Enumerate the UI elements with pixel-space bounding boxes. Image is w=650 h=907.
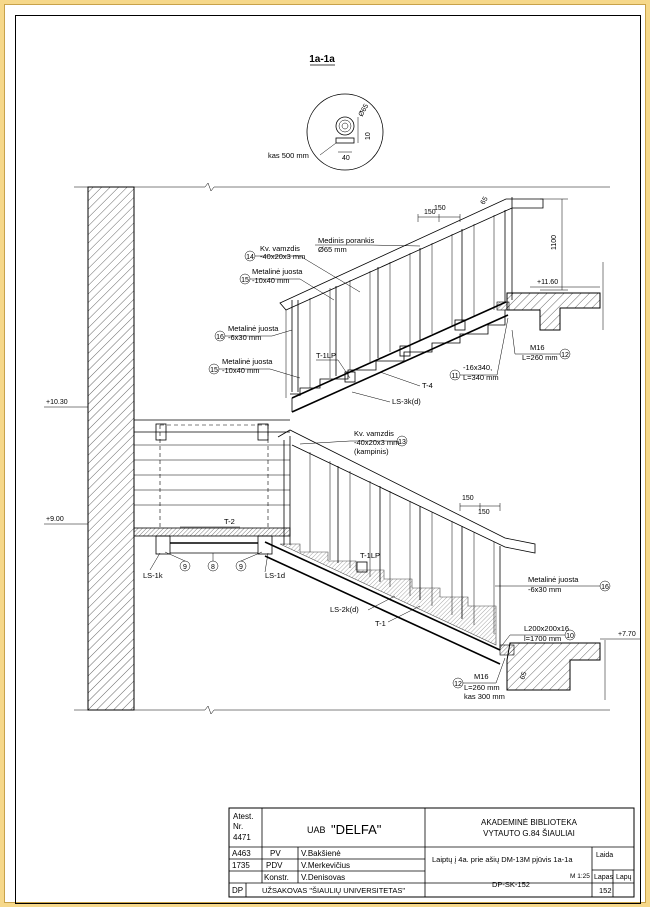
scale: M 1:25 xyxy=(570,873,590,880)
upper-floor-slab xyxy=(507,293,600,330)
label-t4: T-4 xyxy=(422,381,433,390)
lower-flight xyxy=(265,430,535,664)
level-1030: +10.30 xyxy=(46,399,68,406)
callout-16-a-line2: -6x30 mm xyxy=(228,333,262,342)
callout-16-b-line1: Metalinė juosta xyxy=(528,575,579,584)
section-title: 1a-1a xyxy=(309,54,335,65)
row2-code: 1735 xyxy=(232,861,250,870)
callout-15-b: 15 xyxy=(210,367,218,374)
sheet-number: 152 xyxy=(599,886,612,895)
callout-16-b: 16 xyxy=(601,584,609,591)
detail-spacing-label: kas 500 mm xyxy=(268,151,309,160)
row1-code: A463 xyxy=(232,849,251,858)
lapu-label: Lapų xyxy=(616,874,632,881)
callout-13-line1: Kv. vamzdis xyxy=(354,429,394,438)
handrail-label-line1: Medinis porankis xyxy=(318,236,375,245)
detail-dim-10: 10 xyxy=(365,132,372,140)
label-t1lp-top: T-1LP xyxy=(316,351,337,360)
callout-15-a-line2: -10x40 mm xyxy=(252,276,290,285)
title-block xyxy=(229,808,634,897)
label-ls3k: LS-3k(d) xyxy=(392,397,421,406)
laida-label: Laida xyxy=(596,852,614,859)
callout-12-b-line2: L=260 mm xyxy=(464,683,500,692)
project-line2: VYTAUTO G.84 ŠIAULIAI xyxy=(483,829,575,838)
dim-65-bot: 65 xyxy=(519,670,529,681)
callout-10-line1: L200x200x16 xyxy=(524,624,570,633)
row2-name: V.Merkevičius xyxy=(301,861,351,870)
row1-role: PV xyxy=(270,849,281,858)
row2-role: PDV xyxy=(266,861,283,870)
callout-11-line2: L=340 mm xyxy=(463,373,499,382)
detail-dia: Ø65 xyxy=(357,103,371,118)
callout-12-b-line3: kas 300 mm xyxy=(464,692,505,701)
concrete-wall xyxy=(88,187,134,710)
beam-mark-8: 8 xyxy=(211,564,215,571)
lapas-label: Lapas xyxy=(594,874,614,881)
label-t1: T-1 xyxy=(375,619,386,628)
beam-mark-9-left: 9 xyxy=(183,564,187,571)
nr-label: Nr. xyxy=(233,822,244,831)
callout-10: 10 xyxy=(566,633,574,640)
row1-name: V.Bakšienė xyxy=(301,849,341,858)
callout-15-b-line1: Metalinė juosta xyxy=(222,357,273,366)
upper-flight xyxy=(280,197,543,412)
handrail-detail xyxy=(268,94,383,170)
client: UŽSAKOVAS "ŠIAULIŲ UNIVERSITETAS" xyxy=(262,886,405,895)
label-t1lp-bottom: T-1LP xyxy=(360,551,381,560)
handrail-label-line2: Ø65 mm xyxy=(318,245,347,254)
callout-11-line1: -16x340, xyxy=(463,363,493,372)
detail-dim-40: 40 xyxy=(342,155,350,162)
beam-mark-9-right: 9 xyxy=(239,564,243,571)
atest-number: 4471 xyxy=(233,833,251,842)
callout-13-line3: (kampinis) xyxy=(354,447,389,456)
label-ls1k: LS-1k xyxy=(143,571,163,580)
company-prefix: UAB xyxy=(307,825,326,835)
callout-16-b-line2: -6x30 mm xyxy=(528,585,562,594)
callout-12-a-line2: L=260 mm xyxy=(522,353,558,362)
callout-12-b: 12 xyxy=(454,681,462,688)
callout-15-a-line1: Metalinė juosta xyxy=(252,267,303,276)
callout-12-a: 12 xyxy=(561,352,569,359)
callout-13: 13 xyxy=(398,439,406,446)
stage: DP xyxy=(232,886,244,895)
dim-65-top: 65 xyxy=(479,195,490,206)
row3-name: V.Denisovas xyxy=(301,873,346,882)
atest-label: Atest. xyxy=(233,812,254,821)
level-900: +9.00 xyxy=(46,516,64,523)
company-name: "DELFA" xyxy=(331,822,382,837)
intermediate-landing xyxy=(134,420,290,554)
dim-150-bot-b: 150 xyxy=(478,509,490,516)
callout-14: 14 xyxy=(246,254,254,261)
callout-15-a: 15 xyxy=(241,277,249,284)
sheet-title: Laiptų į 4a. prie ašių DM-13M pjūvis 1a-1a xyxy=(432,855,573,864)
dim-150-top-a: 150 xyxy=(424,209,436,216)
callout-12-b-line1: M16 xyxy=(474,672,489,681)
dim-1100: 1100 xyxy=(551,234,558,250)
row3-role: Konstr. xyxy=(264,873,289,882)
level-770: +7.70 xyxy=(618,631,636,638)
doc-code: DP-SK-152 xyxy=(492,880,530,889)
label-ls1d: LS-1d xyxy=(265,571,286,580)
lower-floor-slab xyxy=(507,643,600,690)
level-1160: +11.60 xyxy=(537,279,559,286)
label-t2: T-2 xyxy=(224,517,235,526)
callout-11: 11 xyxy=(451,373,459,380)
callout-13-line2: -40x20x3 mm xyxy=(354,438,400,447)
project-line1: AKADEMINĖ BIBLIOTEKA xyxy=(480,818,578,827)
callout-16-a-line1: Metalinė juosta xyxy=(228,324,279,333)
callout-14-line1: Kv. vamzdis xyxy=(260,244,300,253)
dim-150-top-b: 150 xyxy=(434,205,446,212)
dim-150-bot-a: 150 xyxy=(462,495,474,502)
callout-12-a-line1: M16 xyxy=(530,343,545,352)
callout-16-a: 16 xyxy=(216,334,224,341)
callout-10-line2: l=1700 mm xyxy=(524,634,562,643)
callout-15-b-line2: -10x40 mm xyxy=(222,366,260,375)
callout-14-line2: -40x20x3 mm xyxy=(260,252,306,261)
label-ls2k: LS-2k(d) xyxy=(330,605,359,614)
